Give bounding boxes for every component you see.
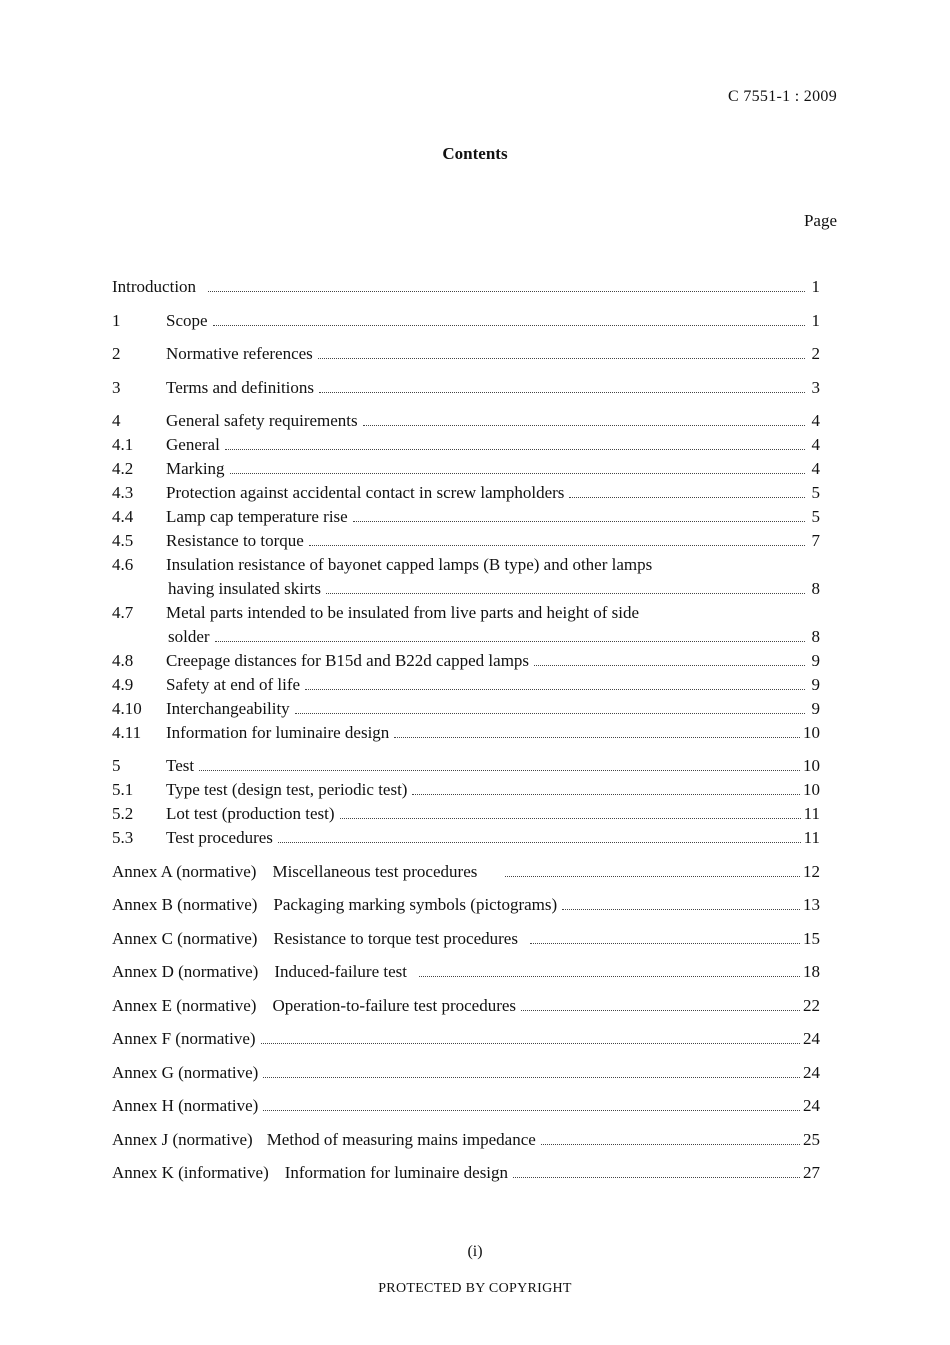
toc-entry-page: 4 bbox=[811, 435, 820, 454]
toc-entry-page: 2 bbox=[811, 344, 820, 363]
footer-page-number: (i) bbox=[467, 1243, 483, 1260]
toc-entry-page: 11 bbox=[803, 804, 820, 823]
toc-entry-title: Information for luminaire design bbox=[166, 723, 390, 742]
dot-leader bbox=[199, 769, 800, 771]
toc-entry-number: 4.8 bbox=[112, 651, 134, 670]
annex-label: Annex A (normative) bbox=[112, 862, 257, 881]
toc-entry-number: 4.9 bbox=[112, 675, 134, 694]
toc-entry-page: 5 bbox=[811, 483, 820, 502]
toc-entry-page: 8 bbox=[811, 579, 820, 598]
toc-entry-title: Introduction bbox=[112, 277, 197, 296]
toc-entry-title: Test bbox=[166, 756, 195, 775]
dot-leader bbox=[340, 817, 801, 819]
toc-entry-page: 12 bbox=[803, 862, 820, 881]
toc-entry-title: Packaging marking symbols (pictograms) bbox=[273, 895, 558, 914]
toc-entry-page: 4 bbox=[811, 459, 820, 478]
toc-entry-title: Scope bbox=[166, 311, 208, 330]
toc-entry-number: 4.7 bbox=[112, 603, 134, 622]
toc-entry-page: 1 bbox=[811, 311, 820, 330]
dot-leader bbox=[363, 424, 805, 426]
dot-leader bbox=[353, 520, 805, 522]
toc-entry-4-8[interactable] bbox=[112, 650, 820, 672]
toc-entry-number: 5.3 bbox=[112, 828, 134, 847]
toc-entry-page: 10 bbox=[803, 723, 820, 742]
toc-entry-title: Lamp cap temperature rise bbox=[166, 507, 348, 526]
dot-leader bbox=[394, 736, 800, 738]
toc-entry-1[interactable] bbox=[112, 310, 820, 332]
dot-leader bbox=[319, 391, 805, 393]
toc-entry-page: 10 bbox=[803, 756, 820, 775]
toc-entry-number: 4.4 bbox=[112, 507, 134, 526]
toc-entry-title: Creepage distances for B15d and B22d capped lamps bbox=[166, 651, 530, 670]
toc-entry-page: 8 bbox=[811, 627, 820, 646]
toc-entry-title: Normative references bbox=[166, 344, 313, 363]
toc-entry-4-5[interactable] bbox=[112, 530, 820, 552]
dot-leader bbox=[530, 942, 800, 944]
toc-entry-annex-f[interactable] bbox=[112, 1028, 820, 1050]
toc-entry-title: Method of measuring mains impedance bbox=[266, 1130, 536, 1149]
dot-leader bbox=[419, 975, 800, 977]
dot-leader bbox=[562, 908, 800, 910]
toc-entry-page: 24 bbox=[803, 1063, 820, 1082]
toc-entry-5-1[interactable] bbox=[112, 779, 820, 801]
toc-entry-page: 18 bbox=[803, 962, 820, 981]
toc-entry-page: 9 bbox=[811, 699, 820, 718]
toc-entry-title: Resistance to torque test procedures bbox=[273, 929, 518, 948]
annex-label: Annex D (normative) bbox=[112, 962, 259, 981]
toc-entry-page: 7 bbox=[811, 531, 820, 550]
annex-label: Annex F (normative) bbox=[112, 1029, 256, 1048]
dot-leader bbox=[225, 448, 805, 450]
dot-leader bbox=[534, 664, 805, 666]
dot-leader bbox=[505, 875, 800, 877]
annex-label: Annex C (normative) bbox=[112, 929, 258, 948]
annex-label: Annex J (normative) bbox=[112, 1130, 253, 1149]
toc-entry-page: 13 bbox=[803, 895, 820, 914]
dot-leader bbox=[309, 544, 805, 546]
toc-entry-5[interactable] bbox=[112, 755, 820, 777]
toc-entry-page: 9 bbox=[811, 651, 820, 670]
toc-entry-number: 4.11 bbox=[112, 723, 142, 742]
dot-leader bbox=[278, 841, 801, 843]
dot-leader bbox=[326, 592, 805, 594]
dot-leader bbox=[295, 712, 805, 714]
toc-entry-number: 4.1 bbox=[112, 435, 134, 454]
toc-entry-2[interactable] bbox=[112, 343, 820, 365]
toc-entry-number: 5 bbox=[112, 756, 121, 775]
toc-entry-number: 4.10 bbox=[112, 699, 142, 718]
dot-leader bbox=[513, 1176, 800, 1178]
toc-entry-page: 24 bbox=[803, 1029, 820, 1048]
toc-entry-title: Insulation resistance of bayonet capped lamps (B type) and other lamps bbox=[166, 555, 653, 574]
toc-entry-5-3[interactable] bbox=[112, 827, 820, 849]
toc-entry-4-4[interactable] bbox=[112, 506, 820, 528]
page-column-label: Page bbox=[803, 211, 837, 230]
toc-entry-annex-c[interactable] bbox=[112, 928, 820, 950]
toc-entry-page: 11 bbox=[803, 828, 820, 847]
toc-entry-annex-b[interactable] bbox=[112, 894, 820, 916]
toc-entry-title: Terms and definitions bbox=[166, 378, 315, 397]
toc-entry-title: Protection against accidental contact in screw lampholders bbox=[166, 483, 565, 502]
toc-entry-page: 1 bbox=[811, 277, 820, 296]
toc-entry-4-3[interactable] bbox=[112, 482, 820, 504]
dot-leader bbox=[215, 640, 805, 642]
toc-entry-page: 25 bbox=[803, 1130, 820, 1149]
page-title: Contents bbox=[442, 144, 508, 163]
toc-entry-title: Safety at end of life bbox=[166, 675, 301, 694]
dot-leader bbox=[521, 1009, 800, 1011]
toc-entry-title: General safety requirements bbox=[166, 411, 358, 430]
toc-entry-3[interactable] bbox=[112, 377, 820, 399]
toc-entry-4-7-continued[interactable] bbox=[112, 626, 820, 648]
toc-entry-title: General bbox=[166, 435, 220, 454]
dot-leader bbox=[569, 496, 805, 498]
toc-entry-number: 2 bbox=[112, 344, 121, 363]
toc-entry-number: 4.3 bbox=[112, 483, 134, 502]
toc-entry-annex-h[interactable] bbox=[112, 1095, 820, 1117]
toc-entry-annex-a[interactable] bbox=[112, 861, 820, 883]
dot-leader bbox=[318, 357, 805, 359]
toc-entry-5-2[interactable] bbox=[112, 803, 820, 825]
annex-label: Annex K (informative) bbox=[112, 1163, 269, 1182]
dot-leader bbox=[261, 1042, 800, 1044]
toc-entry-introduction[interactable] bbox=[112, 276, 820, 298]
toc-entry-page: 5 bbox=[811, 507, 820, 526]
dot-leader bbox=[263, 1076, 800, 1078]
toc-entry-4-1[interactable] bbox=[112, 434, 820, 456]
toc-entry-title: Miscellaneous test procedures bbox=[272, 862, 478, 881]
toc-entry-number: 5.1 bbox=[112, 780, 134, 799]
toc-entry-title: Information for luminaire design bbox=[284, 1163, 509, 1182]
dot-leader bbox=[213, 324, 805, 326]
toc-entry-number: 5.2 bbox=[112, 804, 134, 823]
annex-label: Annex B (normative) bbox=[112, 895, 258, 914]
toc-entry-number: 4 bbox=[112, 411, 121, 430]
toc-entry-page: 3 bbox=[811, 378, 820, 397]
toc-entry-title-continued: solder bbox=[168, 627, 210, 646]
annex-label: Annex E (normative) bbox=[112, 996, 257, 1015]
toc-entry-number: 4.6 bbox=[112, 555, 134, 574]
toc-entry-page: 9 bbox=[811, 675, 820, 694]
dot-leader bbox=[305, 688, 805, 690]
toc-entry-number: 3 bbox=[112, 378, 121, 397]
toc-entry-page: 24 bbox=[803, 1096, 820, 1115]
copyright-notice: PROTECTED BY COPYRIGHT bbox=[378, 1281, 572, 1296]
toc-entry-4-2[interactable] bbox=[112, 458, 820, 480]
toc-entry-page: 22 bbox=[803, 996, 820, 1015]
dot-leader bbox=[230, 472, 805, 474]
toc-entry-title: Type test (design test, periodic test) bbox=[166, 780, 408, 799]
toc-entry-title: Resistance to torque bbox=[166, 531, 304, 550]
dot-leader bbox=[541, 1143, 800, 1145]
toc-entry-title: Marking bbox=[166, 459, 225, 478]
dot-leader bbox=[208, 290, 805, 292]
toc-entry-4-6[interactable] bbox=[112, 554, 820, 576]
toc-entry-title: Lot test (production test) bbox=[166, 804, 335, 823]
toc-entry-annex-j[interactable] bbox=[112, 1129, 820, 1151]
toc-entry-4[interactable] bbox=[112, 410, 820, 432]
toc-entry-annex-d[interactable] bbox=[112, 961, 820, 983]
toc-entry-number: 1 bbox=[112, 311, 121, 330]
toc-entry-page: 4 bbox=[811, 411, 820, 430]
toc-entry-title: Test procedures bbox=[166, 828, 273, 847]
toc-entry-4-10[interactable] bbox=[112, 698, 820, 720]
toc-entry-title: Operation-to-failure test procedures bbox=[272, 996, 517, 1015]
dot-leader bbox=[412, 793, 800, 795]
toc-entry-annex-k[interactable] bbox=[112, 1162, 820, 1184]
toc-entry-title: Interchangeability bbox=[166, 699, 290, 718]
annex-label: Annex H (normative) bbox=[112, 1096, 259, 1115]
toc-entry-annex-g[interactable] bbox=[112, 1062, 820, 1084]
annex-label: Annex G (normative) bbox=[112, 1063, 259, 1082]
toc-entry-title: Metal parts intended to be insulated from live parts and height of side bbox=[166, 603, 640, 622]
toc-entry-number: 4.5 bbox=[112, 531, 134, 550]
toc-entry-number: 4.2 bbox=[112, 459, 134, 478]
toc-entry-title-continued: having insulated skirts bbox=[168, 579, 321, 598]
dot-leader bbox=[263, 1109, 800, 1111]
toc-entry-page: 15 bbox=[803, 929, 820, 948]
toc-entry-page: 27 bbox=[803, 1163, 820, 1182]
document-id: C 7551-1 : 2009 bbox=[728, 88, 837, 105]
toc-entry-4-9[interactable] bbox=[112, 674, 820, 696]
toc-entry-4-11[interactable] bbox=[112, 722, 820, 744]
toc-entry-page: 10 bbox=[803, 780, 820, 799]
toc-entry-4-7[interactable] bbox=[112, 602, 820, 624]
toc-entry-4-6-continued[interactable] bbox=[112, 578, 820, 600]
toc-entry-title: Induced-failure test bbox=[274, 962, 407, 981]
toc-entry-annex-e[interactable] bbox=[112, 995, 820, 1017]
